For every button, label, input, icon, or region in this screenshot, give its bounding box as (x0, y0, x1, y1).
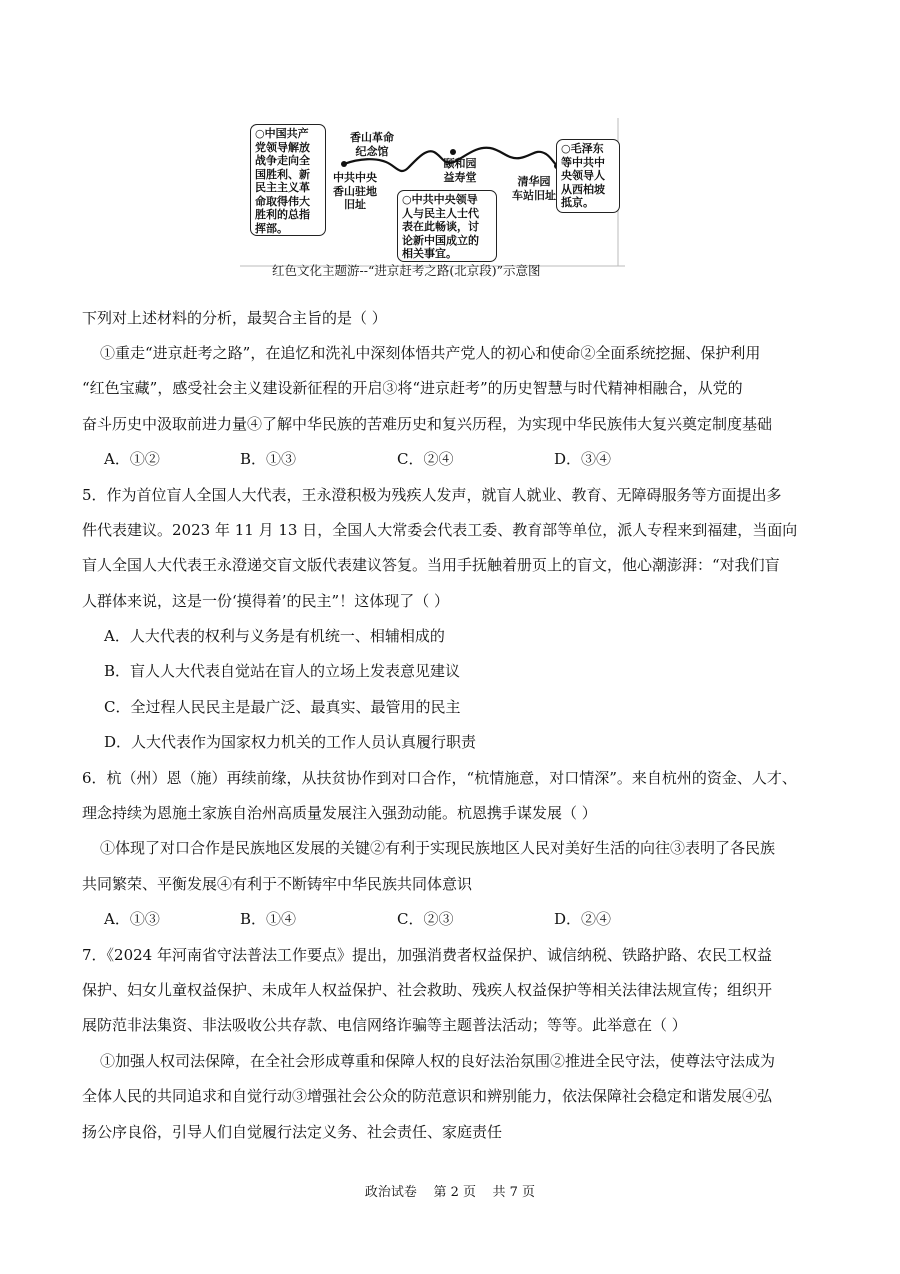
middle-info-box: ○中共中央领导 人与民主人士代 表在此畅谈，讨 论新中国成立的 相关事宜。 (397, 190, 497, 262)
label-yiheyuan: 颐和园 益寿堂 (443, 157, 477, 184)
right-info-box: ○毛泽东 等中共中 央领导人 从西柏坡 抵京。 (556, 139, 620, 213)
q4-option-c[interactable]: C．②④ (397, 450, 454, 468)
q6-line-1: 6．杭（州）恩（施）再续前缘，从扶贫协作到对口合作，“杭情施意，对口情深”。来自杭州的资金、人才、 (82, 769, 797, 787)
q4-stem: 下列对上述材料的分析，最契合主旨的是（ ） (82, 309, 387, 327)
q6-option-c[interactable]: C．②③ (397, 910, 454, 928)
page-footer: 政治试卷 第 2 页 共 7 页 (364, 1185, 536, 1200)
stop-dot-xiangshan (341, 161, 347, 167)
q6-item-line-2: 共同繁荣、平衡发展④有利于不断铸牢中华民族共同体意识 (82, 875, 473, 893)
q5-line-3: 盲人全国人大代表王永澄递交盲文版代表建议答复。当用手抚触着册页上的盲文，他心潮澎湃：“对我们盲 (82, 556, 780, 574)
label-xiangshan-museum: 香山革命 纪念馆 (350, 131, 394, 158)
q7-item-line-1: ①加强人权司法保障，在全社会形成尊重和保障人权的良好法治氛围②推进全民守法，使尊法守法成为 (100, 1052, 776, 1070)
q5-line-4: 人群体来说，这是一份‘摸得着’的民主”！这体现了（ ） (82, 592, 449, 610)
q7-item-line-3: 扬公序良俗，引导人们自觉履行法定义务、社会责任、家庭责任 (82, 1123, 503, 1141)
q6-option-a[interactable]: A．①③ (104, 910, 160, 928)
left-info-box: ○中国共产 党领导解放 战争走向全 国胜利、新 民主主义革 命取得伟大 胜利的总指 挥部。 (250, 124, 326, 236)
q4-option-d[interactable]: D．③④ (554, 450, 612, 468)
q7-line-2: 保护、妇女儿童权益保护、未成年人权益保护、社会救助、残疾人权益保护等相关法律法规宣传；组织开 (82, 981, 773, 999)
q5-option-d[interactable]: D．人大代表作为国家权力机关的工作人员认真履行职责 (104, 733, 477, 751)
q5-line-2: 件代表建议。2023 年 11 月 13 日，全国人大常委会代表工委、教育部等单位，派人专程来到福建，当面向 (82, 521, 798, 539)
q5-option-b[interactable]: B．盲人人大代表自觉站在盲人的立场上发表意见建议 (104, 662, 461, 680)
q4-line-1: ①重走“进京赶考之路”，在追忆和洗礼中深刻体悟共产党人的初心和使命②全面系统挖掘、保护利用 (100, 344, 761, 362)
figure-caption: 红色文化主题游--“进京赶考之路(北京段)”示意图 (272, 263, 541, 278)
label-zhonggong-xiangshan: 中共中央 香山驻地 旧址 (333, 171, 377, 211)
stop-dot-yiheyuan (450, 149, 456, 155)
q7-line-1: 7．《2024 年河南省守法普法工作要点》提出，加强消费者权益保护、诚信纳税、铁路护路、农民工权益 (82, 946, 772, 964)
q6-line-2: 理念持续为恩施土家族自治州高质量发展注入强劲动能。杭恩携手谋发展（ ） (82, 804, 597, 822)
q7-item-line-2: 全体人民的共同追求和自觉行动③增强社会公众的防范意识和辨别能力，依法保障社会稳定和谐发展④弘 (82, 1087, 773, 1105)
q4-line-3: 奋斗历史中汲取前进力量④了解中华民族的苦难历史和复兴历程，为实现中华民族伟大复兴奠定制度基础 (82, 415, 773, 433)
q5-line-1: 5．作为首位盲人全国人大代表，王永澄积极为残疾人发声，就盲人就业、教育、无障碍服务等方面提出多 (82, 486, 782, 504)
q4-line-2: “红色宝藏”，感受社会主义建设新征程的开启③将“进京赶考”的历史智慧与时代精神相融合，从党的 (82, 379, 743, 397)
q6-option-d[interactable]: D．②④ (554, 910, 612, 928)
q7-line-3: 展防范非法集资、非法吸收公共存款、电信网络诈骗等主题普法活动；等等。此举意在（ ） (82, 1016, 687, 1034)
label-qinghuayuan: 清华园 车站旧址 (512, 175, 556, 202)
q6-option-b[interactable]: B．①④ (240, 910, 297, 928)
q4-option-b[interactable]: B．①③ (240, 450, 297, 468)
q5-option-a[interactable]: A．人大代表的权利与义务是有机统一、相辅相成的 (104, 627, 445, 645)
q5-option-c[interactable]: C．全过程人民民主是最广泛、最真实、最管用的民主 (104, 698, 461, 716)
q6-item-line-1: ①体现了对口合作是民族地区发展的关键②有利于实现民族地区人民对美好生活的向往③表明了各民族 (100, 839, 776, 857)
q4-option-a[interactable]: A．①② (104, 450, 160, 468)
